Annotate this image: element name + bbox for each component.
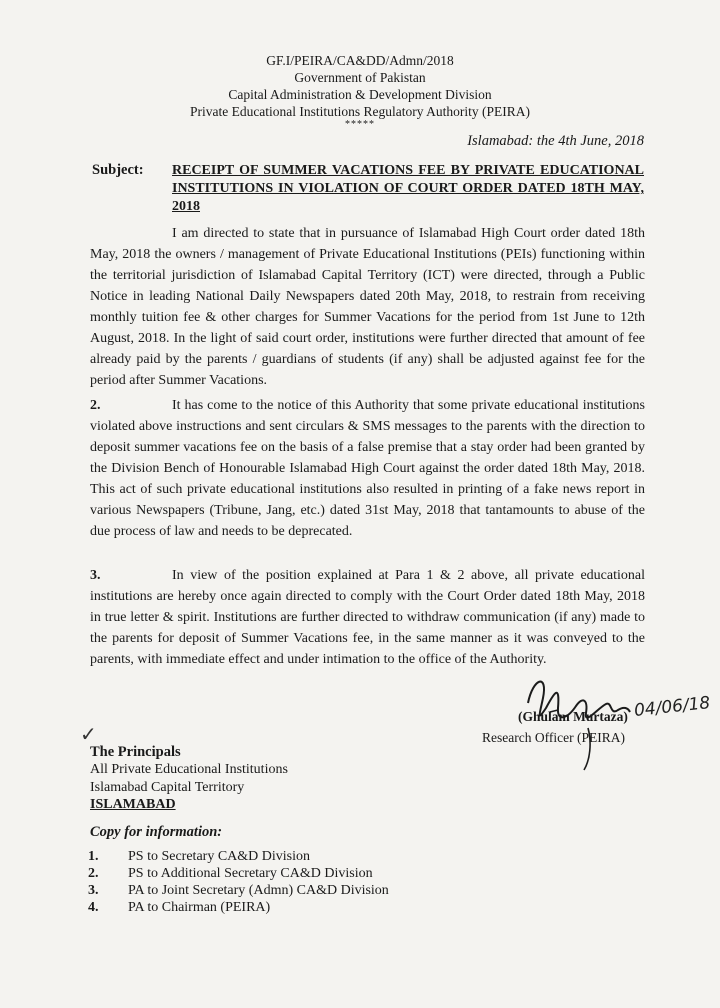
copy-item-number: 1. <box>88 849 99 864</box>
copy-item <box>88 899 389 916</box>
paragraph-3-number: 3. <box>90 568 101 583</box>
copy-item <box>88 865 389 882</box>
copy-item-number: 3. <box>88 883 99 898</box>
separator-stars: ***** <box>345 119 375 130</box>
copy-item-number: 2. <box>88 866 99 881</box>
signatory-designation: Research Officer (PEIRA) <box>482 730 625 745</box>
subject-label: Subject: <box>92 162 144 178</box>
handwritten-date: 04/06/18 <box>633 693 712 721</box>
signatory-name: (Ghulam Murtaza) <box>518 709 628 724</box>
paragraph-1: I am directed to state that in pursuance of Islamabad High Court order dated 18th May, 2018 the owners / management of Private Educational Institutions (PEIs) functioning within the territorial jurisdiction of Islamabad Capital Territory (ICT) were directed, through a Public Notice in leading National Daily Newspapers dated 20th May, 2018, to restrain from receiving monthly tuition fee & other charges for Summer Vacations for the period from 1st June to 12th August, 2018. In the light of said court order, institutions were further directed that amount of fee already paid by the parents / guardians of students (if any) shall be adjusted against fee for the period after Summer Vacations. <box>90 226 645 388</box>
recipient-city: ISLAMABAD <box>90 797 176 812</box>
copy-item-number: 4. <box>88 900 99 915</box>
check-mark-icon: ✓ <box>80 724 97 746</box>
subject-text: RECEIPT OF SUMMER VACATIONS FEE BY PRIVATE EDUCATIONAL INSTITUTIONS IN VIOLATION OF COURT ORDER DATED 18TH MAY, 2018 <box>172 163 644 214</box>
paragraph-2-text: It has come to the notice of this Authority that some private educational institutions violated above instructions and sent circulars & SMS messages to the parents with the direction to deposit summer vacations fee on the basis of a false premise that a stay order had been granted by the Division Bench of Honourable Islamabad High Court against the order dated 18th May, 2018. This act of such private educational institutions also resulted in printing of a fake news report in various Newspapers (Tribune, Jang, etc.) dated 31st May, 2018 that tantamounts to abuse of the due process of law and needs to be deprecated. <box>90 398 645 539</box>
paragraph-3 <box>90 565 645 670</box>
copy-item <box>88 848 389 865</box>
authority-name: Private Educational Institutions Regulatory Authority (PEIRA) <box>189 104 531 119</box>
paragraph-2-number: 2. <box>90 398 101 413</box>
letterhead <box>0 52 720 130</box>
copy-list <box>88 848 389 916</box>
reference-number: GF.I/PEIRA/CA&DD/Admn/2018 <box>266 53 454 68</box>
copy-item-text: PS to Secretary CA&D Division <box>128 849 310 864</box>
copy-item-text: PS to Additional Secretary CA&D Division <box>128 866 373 881</box>
letter-date: Islamabad: the 4th June, 2018 <box>467 133 644 149</box>
recipient-line-1: All Private Educational Institutions <box>90 762 288 777</box>
copy-item-text: PA to Joint Secretary (Admn) CA&D Division <box>128 883 389 898</box>
government-name: Government of Pakistan <box>294 70 426 85</box>
copy-title: Copy for information: <box>90 824 223 840</box>
division-name: Capital Administration & Development Division <box>228 87 492 102</box>
recipient-line-2: Islamabad Capital Territory <box>90 780 245 795</box>
paragraph-2 <box>90 395 645 542</box>
copy-item-text: PA to Chairman (PEIRA) <box>128 900 271 915</box>
copy-item <box>88 882 389 899</box>
paragraph-3-text: In view of the position explained at Para 1 & 2 above, all private educational institutions are hereby once again directed to comply with the Court Order dated 18th May, 2018 in true letter & spirit. Institutions are further directed to withdraw communication (if any) made to the parents for deposit of Summer Vacations fee, in the same manner as it was conveyed to the parents, with immediate effect and under intimation to the office of the Authority. <box>90 568 645 667</box>
recipient-title: The Principals <box>90 744 181 760</box>
